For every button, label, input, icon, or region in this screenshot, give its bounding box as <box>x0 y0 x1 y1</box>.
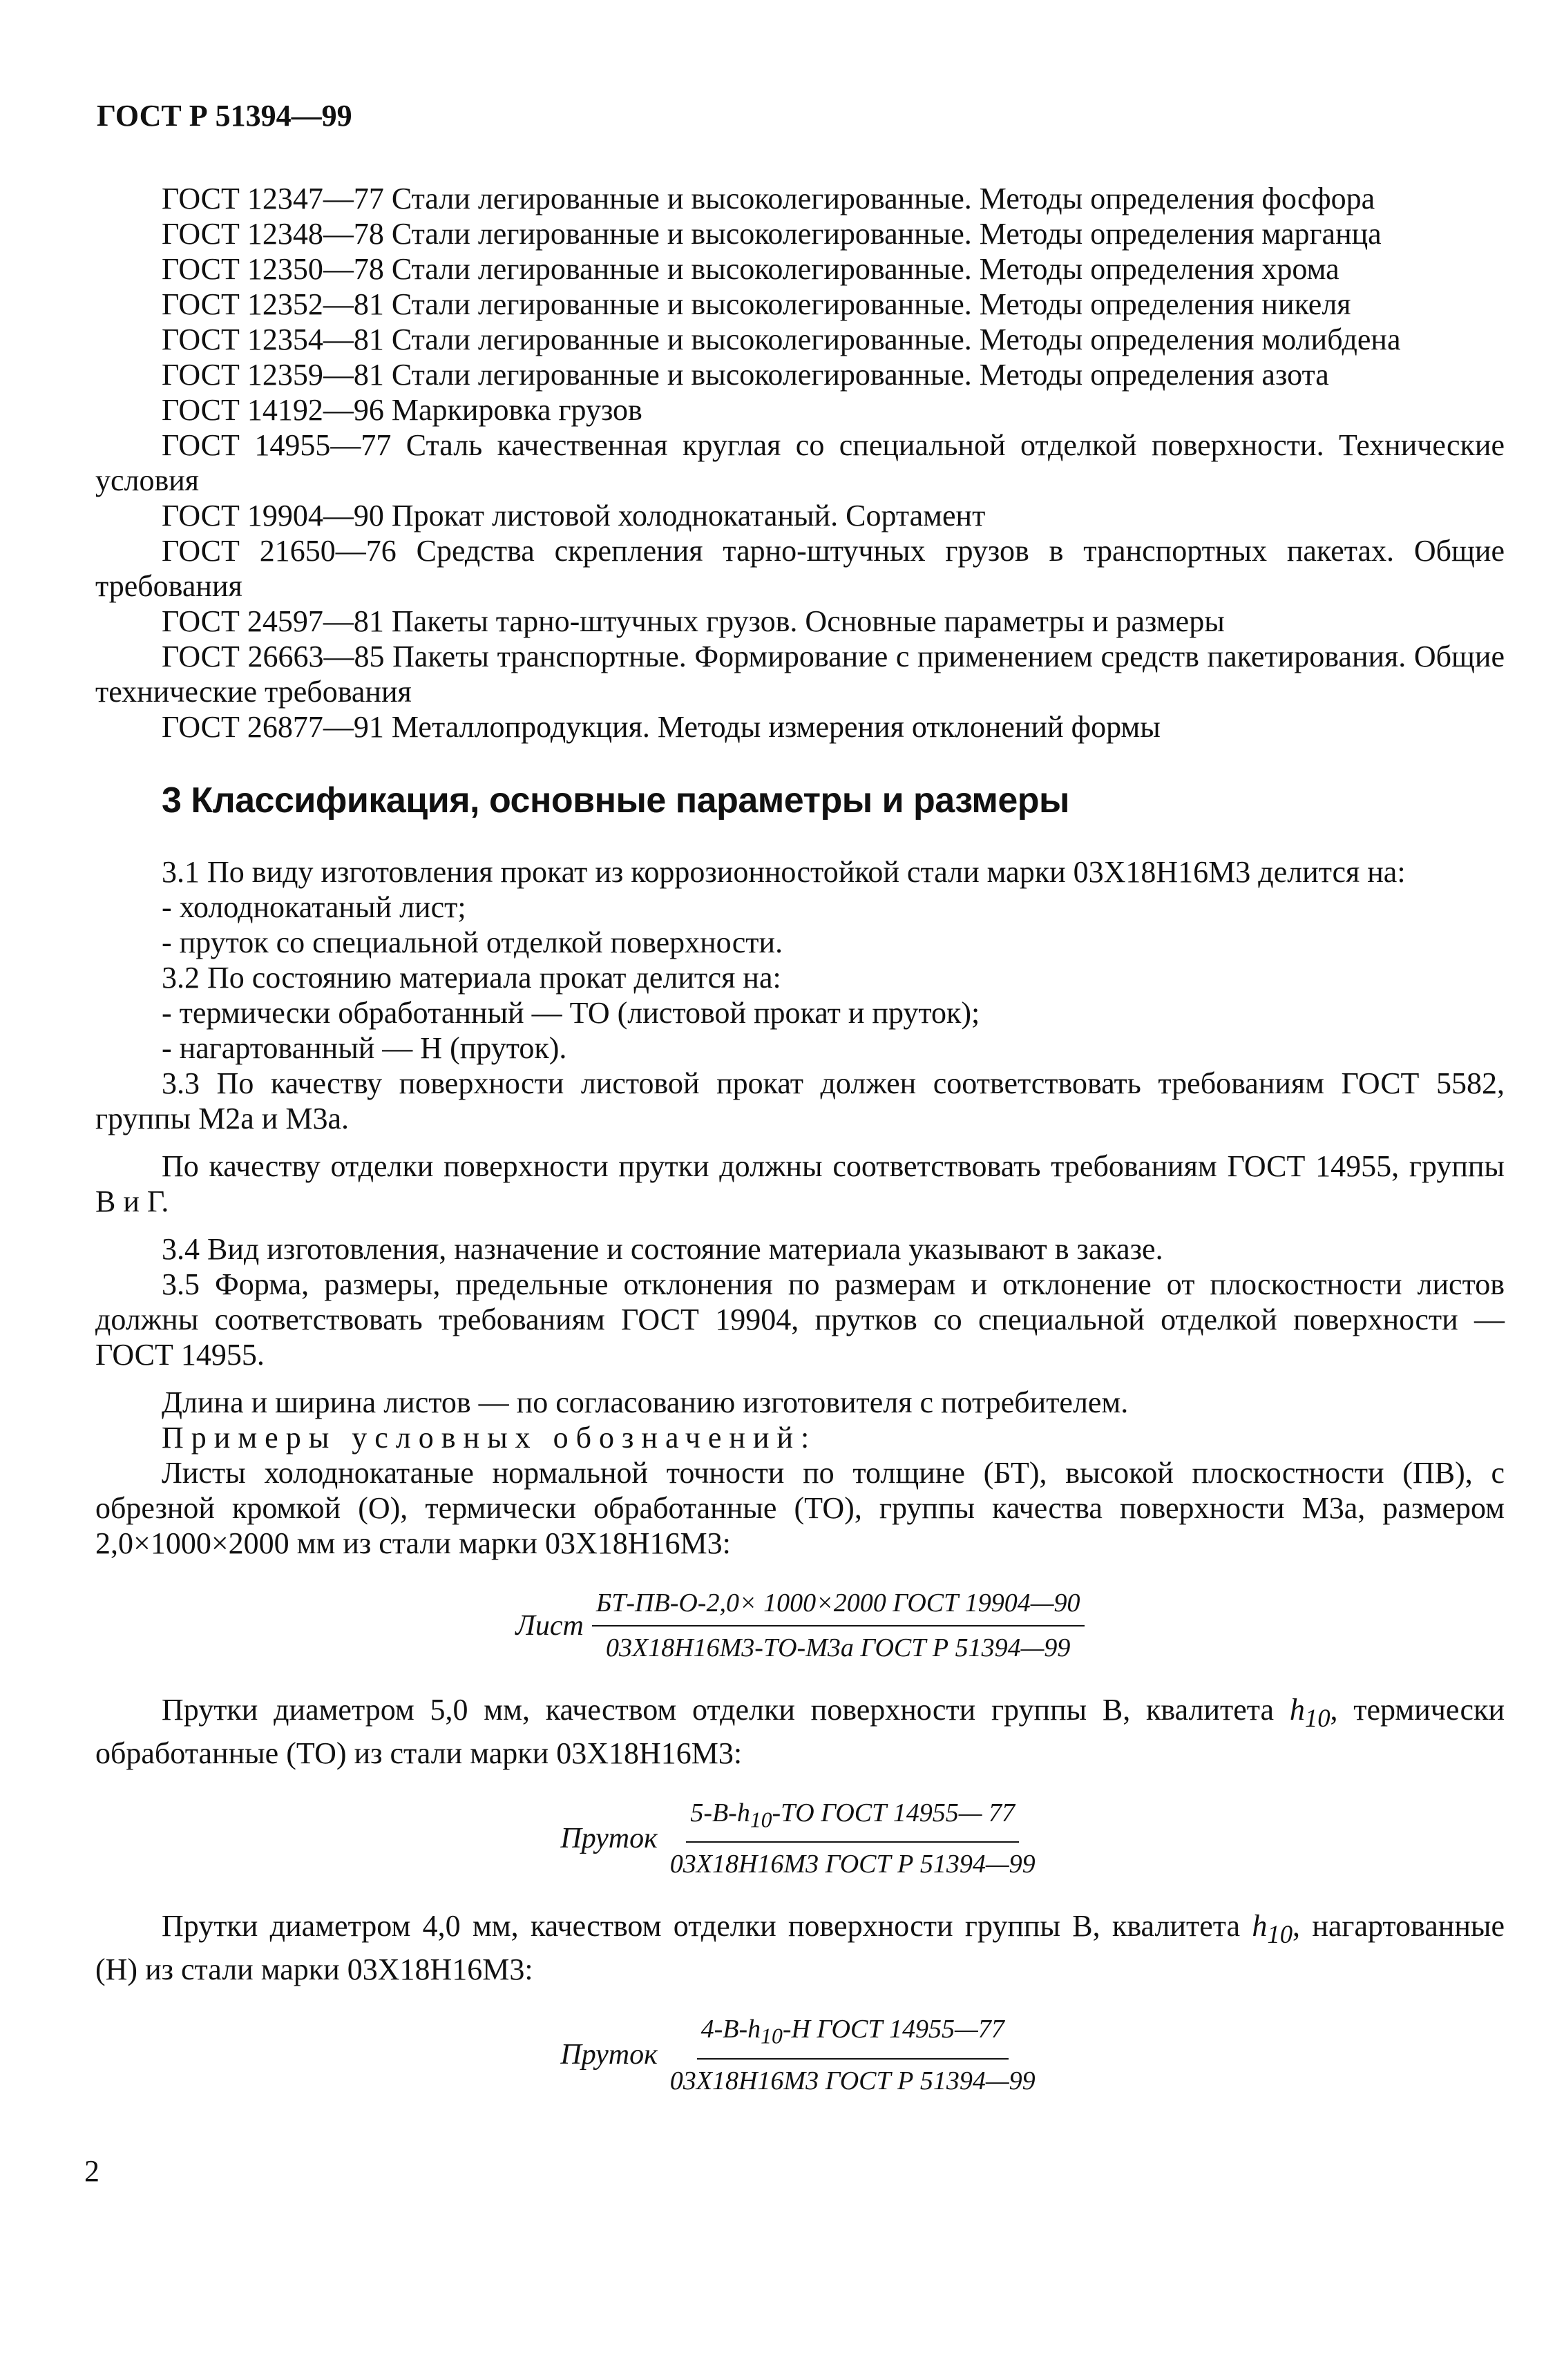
clause-3-2: 3.2 По состоянию материала прокат делится на: <box>162 961 781 995</box>
example-3-text: Прутки диаметром 4,0 мм, качеством отделки поверхности группы В, квалитета $h_{10}$, нагартованные (Н) из стали марки 03Х18Н16М3: <box>95 1909 1505 1987</box>
reference-item: ГОСТ 12359—81 Стали легированные и высоколегированные. Методы определения азота <box>162 358 1329 392</box>
designation-formula-sheet <box>95 1586 1505 1666</box>
formula-fraction <box>592 1586 1085 1666</box>
formula-denominator: 03Х18Н16М3 ГОСТ Р 51394—99 <box>669 1850 1036 1879</box>
clause-3-5-continued: Длина и ширина листов — по согласованию изготовителя с потребителем. <box>162 1385 1129 1419</box>
formula-label: Пруток <box>560 1823 658 1855</box>
reference-item: ГОСТ 26663—85 Пакеты транспортные. Формирование с применением средств пакетирования. Общие технические требования <box>95 640 1505 709</box>
reference-item: ГОСТ 12354—81 Стали легированные и высоколегированные. Методы определения молибдена <box>162 323 1401 356</box>
formula-denominator: 03Х18Н16М3-ТО-М3а ГОСТ Р 51394—99 <box>606 1633 1071 1662</box>
formula-fraction <box>666 2012 1040 2099</box>
formula-numerator: БТ-ПВ-О-2,0× 1000×2000 ГОСТ 19904—90 <box>592 1586 1085 1626</box>
reference-item: ГОСТ 14192—96 Маркировка грузов <box>162 393 642 427</box>
formula-denominator: 03Х18Н16М3 ГОСТ Р 51394—99 <box>669 2066 1036 2095</box>
document-body <box>95 181 1505 2125</box>
page-number: 2 <box>84 2154 99 2188</box>
list-item: - нагартованный — Н (пруток). <box>162 1031 567 1065</box>
clause-3-5: 3.5 Форма, размеры, предельные отклонения по размерам и отклонение от плоскостности листов должны соответствовать требованиям ГОСТ 19904, прутков со специальной отделкой поверхности — ГОСТ 14955. <box>95 1267 1505 1372</box>
reference-item: ГОСТ 19904—90 Прокат листовой холоднокатаный. Сортамент <box>162 499 986 532</box>
document-header: ГОСТ Р 51394—99 <box>97 99 352 133</box>
reference-item: ГОСТ 12347—77 Стали легированные и высоколегированные. Методы определения фосфора <box>162 182 1375 215</box>
list-item: - термически обработанный — ТО (листовой прокат и пруток); <box>162 996 980 1030</box>
formula-numerator: $5-В-h_{10}-ТО$ ГОСТ 14955— 77 <box>686 1796 1019 1843</box>
reference-item: ГОСТ 12348—78 Стали легированные и высоколегированные. Методы определения марганца <box>162 217 1382 251</box>
list-item: - пруток со специальной отделкой поверхности. <box>162 925 783 959</box>
reference-item: ГОСТ 24597—81 Пакеты тарно-штучных грузов. Основные параметры и размеры <box>162 604 1225 638</box>
formula-label: Пруток <box>560 2039 658 2071</box>
reference-item: ГОСТ 12350—78 Стали легированные и высоколегированные. Методы определения хрома <box>162 252 1339 286</box>
list-item: - холоднокатаный лист; <box>162 890 466 924</box>
qualitet-index: 10 <box>1304 1703 1331 1732</box>
examples-heading: Примеры условных обозначений: <box>162 1421 817 1455</box>
clause-3-3: 3.3 По качеству поверхности листовой прокат должен соответствовать требованиям ГОСТ 5582, группы М2а и М3а. <box>95 1066 1505 1135</box>
clause-3-3-continued: По качеству отделки поверхности прутки должны соответствовать требованиям ГОСТ 14955, группы В и Г. <box>95 1149 1505 1218</box>
reference-item: ГОСТ 26877—91 Металлопродукция. Методы измерения отклонений формы <box>162 710 1161 744</box>
reference-list <box>95 181 1505 745</box>
designation-formula-bar-5 <box>95 1796 1505 1883</box>
designation-formula-bar-4 <box>95 2012 1505 2099</box>
section-title: 3 Классификация, основные параметры и размеры <box>162 780 1069 820</box>
formula-numerator: $4-В-h_{10}-Н$ ГОСТ 14955—77 <box>697 2012 1009 2060</box>
clause-3-4: 3.4 Вид изготовления, назначение и состояние материала указывают в заказе. <box>162 1232 1163 1266</box>
reference-item: ГОСТ 12352—81 Стали легированные и высоколегированные. Методы определения никеля <box>162 287 1351 321</box>
formula-label: Лист <box>515 1609 584 1642</box>
clause-3-1: 3.1 По виду изготовления прокат из коррозионностойкой стали марки 03Х18Н16М3 делится на: <box>162 855 1406 889</box>
example-2-text: Прутки диаметром 5,0 мм, качеством отделки поверхности группы В, квалитета $h_{10}$, термически обработанные (ТО) из стали марки 03Х18Н16М3: <box>95 1693 1505 1770</box>
example-1-text: Листы холоднокатаные нормальной точности по толщине (БТ), высокой плоскостности (ПВ), с обрезной кромкой (О), термически обработанные (ТО), группы качества поверхности М3а, размером 2,0×1000×2000 мм из стали марки 03Х18Н16М3: <box>95 1456 1505 1560</box>
reference-item: ГОСТ 14955—77 Сталь качественная круглая со специальной отделкой поверхности. Технические условия <box>95 428 1505 497</box>
reference-item: ГОСТ 21650—76 Средства скрепления тарно-штучных грузов в транспортных пакетах. Общие требования <box>95 534 1505 603</box>
qualitet-symbol: h <box>1289 1693 1305 1727</box>
formula-fraction <box>666 1796 1040 1883</box>
